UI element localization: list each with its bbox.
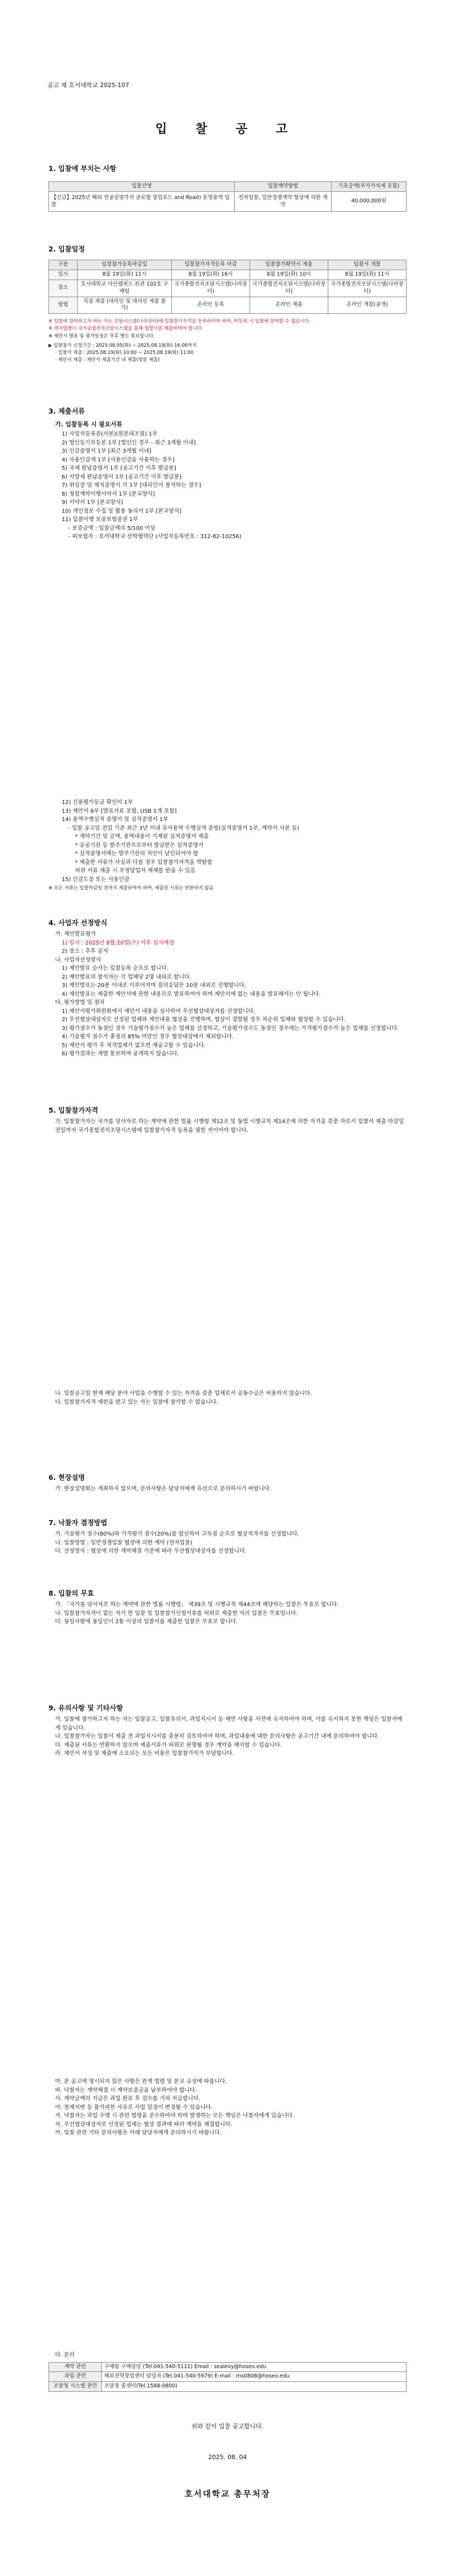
section-heading: 8. 입찰의 무효 [48,1589,94,1597]
list-item: 14) 용역수행실적 증명서 및 실적증명서 1부 [62,817,169,823]
list-item: 8) 청렴계약이행서약서 1부 [본교양식] [62,491,155,497]
list-item: 4) 사용인감계 1부 [사용인감을 사용하는 경우] [62,457,175,463]
table-header: 구분 [49,260,78,270]
section-qualification-continued [48,1389,407,1407]
table-cell: 8월 19일(화) 11시 [328,270,406,280]
sub-heading: 가. 제안발표평가 [55,931,96,938]
list-item: 7) 위임장 및 재직증명서 각 1부 [대리인이 참석하는 경우] [62,482,201,489]
list-item: 6) 평가결과는 개별 통보하며 공개하지 않습니다. [62,1051,179,1058]
list-item: 1) 제안서평가위원회에서 제안서 내용을 심사하여 우선협상대상자를 선정합니다. [62,1008,256,1015]
list-subitem: * 계약기간 및 금액, 용역내용이 기재된 실적증명서 제출 [75,834,209,840]
list-subitem: * 공공기관 등 발주기관으로부터 발급받은 실적증명서 [75,842,204,849]
section-invalid [48,1588,407,1627]
table-header: 입찰건명 [49,182,235,192]
list-item: 라. 제안서 작성 및 제출에 소요되는 모든 비용은 입찰참가자가 부담합니다. [55,1751,234,1757]
list-item: 가. 입찰참가자는 국가를 당사자로 하는 계약에 관한 법률 시행령 제12조 및 동법 시행규칙 제14조에 의한 자격을 갖춘 자로서 입찰서 제출 마감일 전일까지 국가종합전자조달시스템에 입찰참가자격 등록을 필한 자이어야 합니다. [55,1119,404,1134]
notice-date: 2025. 08. 04 [208,2454,247,2461]
table-cell: 구매팀 구매담당 (Tel.041-540-5111) Email : sealevy@hoseo.edu [102,2362,407,2372]
table-cell: 해외전략창업센터 담당자 (Tel.041-540-5979) E-mail : ms0808@hoseo.edu [102,2372,407,2382]
list-item: 4) 제안발표는 제출한 제안서에 관한 내용으로 발표하여야 하며 제안서에 없는 내용을 발표해서는 안 됩니다. [62,991,321,997]
section-heading: 1. 입찰에 부치는 사항 [48,164,117,173]
list-item: 카. 입찰 관련 기타 문의사항은 아래 담당자에게 문의하시기 바랍니다. [55,2130,222,2136]
section-award [48,1517,407,1556]
schedule-table [48,260,407,314]
section-heading: 4. 사업자 선정방식 [48,919,107,927]
table-header: 입찰참가확약서 제출 [250,260,328,270]
list-item: 13) 제안서 6부 [발표자료 포함, USB 1개 포함] [62,808,177,814]
list-item: 나. 입찰참가자격이 없는 자가 한 입찰 및 입찰참가신청서류를 허위로 제출한 자의 입찰은 무효입니다. [55,1610,298,1617]
list-item: 4) 기술평가 점수가 총점의 85% 미만인 경우 협상대상에서 제외합니다. [62,1034,234,1040]
sub-heading: 가. 입찰등록 시 필요서류 [55,421,122,428]
table-header: 기초금액(부가가치세 포함) [331,182,406,192]
list-item: 가. 기술평가 점수(80%)와 가격평가 점수(20%)를 합산하여 고득점 순으로 협상적격자를 선정합니다. [55,1531,299,1538]
table-header: 입찰서 개찰 [328,260,406,270]
list-item: 9) 서약서 1부 [본교양식] [62,500,123,506]
list-item: 바. 낙찰자는 계약체결 시 계약보증금을 납부하여야 합니다. [55,2087,197,2094]
section-heading: 2. 입찰일정 [48,245,85,253]
list-item: 2) 장소 : 추후 공지 [62,948,109,955]
list-item: 가. 현장설명회는 개최하지 않으며, 문의사항은 담당자에게 유선으로 문의하시기 바랍니다. [55,1486,272,1493]
table-cell: 【긴급】2025년 해외 전공설명가지 글로벌 창업로드 and Road) 운영용역 입찰 [49,192,235,212]
list-item: 11) 입찰이행 보증보험증권 1부 [62,517,138,523]
list-item: 다. 선정방식 : 협상에 의한 계약체결 기준에 따라 우선협상대상자를 선정합니다. [55,1548,247,1555]
notice-number: 공고 제 호서대학교 2025-107 [47,82,129,89]
table-cell: 국가종합전자조달시스템(나라장터) [328,280,406,297]
list-item: 5) 제안서 평가 후 적격업체가 없으면 재공고할 수 있습니다. [62,1042,206,1049]
list-item: 마. 본 공고에 명시되지 않은 사항은 관계 법령 및 본교 규정에 따릅니다. [55,2079,227,2085]
list-item: 가. 입찰에 참가하고자 하는 자는 입찰공고, 입찰유의서, 과업지시서 등 제반 사항을 사전에 숙지하여야 하며, 이를 숙지하지 못한 책임은 입찰자에게 있습니다. [55,1716,403,1731]
table-cell: 호서대학교 아산캠퍼스 본관 102호 구매팀 [77,280,171,297]
section-briefing [48,1472,407,1494]
table-cell: 장소 [49,280,78,297]
sub-heading: 다. 평가방법 및 절차 [55,1000,105,1006]
list-item: 자. 낙찰자는 과업 수행 시 관련 법령을 준수하여야 하며 발생하는 모든 책임은 낙찰자에게 있습니다. [55,2113,295,2119]
table-cell: 방법 [49,297,78,314]
section-qualification [48,1105,407,1135]
table-cell: 8월 19일(화) 10시 [250,270,328,280]
list-item: 1) 사업자등록증(사본)(원본대조필) 1부 [62,431,158,438]
table-cell: 과업 관련 [49,2372,102,2382]
list-item: 3) 제안발표는 20분 이내로 이루어지며 질의응답은 10분 내외로 진행합니다. [62,983,246,989]
schedule-period: ▶ 입찰참가 신청기간 : 2025.08.05(화) ~ 2025.08.19(화) 16:00까지 [48,342,197,348]
list-item: 10) 개인정보 수집 및 활용 동의서 1부 [본교양식] [62,508,182,514]
bid-item-table [48,181,407,212]
section-heading: 6. 현장설명 [48,1473,85,1482]
table-cell: 일시 [49,270,78,280]
table-cell: 온라인 등록 [172,297,250,314]
list-item: 6) 지방세 완납증명서 1부 [공고기간 이후 발급분] [62,474,182,480]
table-cell: 조달청 시스템 관련 [49,2382,102,2392]
table-cell: 40,000,000원 [331,192,406,212]
list-item: 3) 인감증명서 1부 [최근 3개월 이내] [62,448,151,455]
table-cell: 국가종합전자조달시스템(나라장터) [172,280,250,297]
list-item: 2) 제안발표의 참석자는 각 업체당 2명 내외로 합니다. [62,974,192,980]
schedule-line: · 입찰서 제출 : 2025.08.19(화) 10:00 ~ 2025.08.19(화) 11:00 [55,350,194,356]
page-title: 입 찰 공 고 [155,122,300,136]
table-cell: 온라인 제출 [250,297,328,314]
section-heading: 3. 제출서류 [48,407,85,415]
list-subitem: 허위 서류 제출 시 부정당업자 제재를 받을 수 있음 [75,868,196,874]
section-documents [48,406,407,541]
schedule-line: · 제안서 제출 : 제안서 제출기간 내 제출(방문 제출) [55,357,160,363]
section-notes [48,1703,407,1758]
list-item: 12) 신용평가등급 확인서 1부 [62,799,133,806]
list-item: 아. 천재지변 등 불가피한 사유로 사업 일정이 변경될 수 있습니다. [55,2104,213,2111]
list-item: 사. 계약금액의 지급은 과업 완료 후 검수를 거쳐 지급합니다. [55,2096,201,2102]
list-subitem: · 입찰 공고일 전일 기준 최근 3년 이내 유사용역 수행실적 증빙(실적증명서 1부, 계약서 사본 등) [68,825,300,831]
schedule-note: ※ 전자입찰시 국가종합전자조달시스템을 통해 입찰서를 제출하여야 합니다. [48,326,203,332]
table-cell: 직접 제출 (대리인 및 대리인 제출 불가) [77,297,171,314]
list-item: 1) 일시 : 2025년 8월 20일(수) 이후 실시예정 [62,940,175,946]
list-item: 1) 제안발표 순서는 입찰등록 순으로 합니다. [62,965,169,972]
list-item: 다. 입찰참가자격 제한을 받고 있는 자는 입찰에 참가할 수 없습니다. [55,1399,218,1405]
section-heading: 7. 낙찰자 결정방법 [48,1518,107,1527]
list-item: 다. 제출된 서류는 반환하지 않으며 제출서류가 허위로 판명될 경우 계약을 해지할 수 있습니다. [55,1742,282,1748]
list-item: 차. 우선협상대상자로 선정된 업체는 협상 결과에 따라 계약을 체결합니다. [55,2121,232,2128]
section-documents-continued [48,798,407,892]
section-bid-item [48,163,407,212]
section-selection [48,917,407,1059]
list-subitem: - 보증금액 : 입찰금액의 5/100 이상 [68,525,155,532]
table-cell: 온라인 개찰(공개) [328,297,406,314]
signature: 호서대학교 총무처장 [185,2489,270,2499]
section-heading: 9. 유의사항 및 기타사항 [48,1704,123,1712]
contact-table [48,2362,407,2392]
list-item: 나. 입찰공고일 현재 해당 분야 사업을 수행할 수 있는 자격을 갖춘 업체로서 공동수급은 허용하지 않습니다. [55,1391,312,1397]
table-cell: 계약 관련 [49,2362,102,2372]
section-contact [48,2351,407,2392]
list-subitem: * 제출한 서류가 사실과 다를 경우 입찰참가자격을 박탈함 [75,859,213,866]
table-cell: 국가종합전자조달시스템(나라장터) [250,280,328,297]
section-notes-continued [48,2078,407,2138]
table-cell: 8월 19일(화) 16시 [172,270,250,280]
table-header: 입찰계약방법 [235,182,331,192]
section-heading: 5. 입찰참가자격 [48,1106,99,1114]
list-item: 다. 동일사항에 동일인이 2통 이상의 입찰서를 제출한 입찰은 무효로 합니다. [55,1619,238,1625]
table-cell: 조달청 콜센터(Tel.1588-0800) [102,2382,407,2392]
sub-heading: 타. 문의 [55,2352,75,2358]
list-item: 5) 국세 완납증명서 1부 [공고기간 이후 발급분] [62,465,176,472]
documents-note: ※ 모든 서류는 입찰마감일 전까지 제출하여야 하며, 제출된 서류는 반환하지 않음 [48,886,214,891]
list-item: 3) 평가점수가 동점인 경우 기술평가점수가 높은 업체를 선정하고, 기술평가점수도 동점인 경우에는 가격평가점수가 높은 업체를 선정합니다. [62,1025,399,1032]
section-schedule [48,244,407,364]
list-item: 나. 입찰방법 : 일반경쟁입찰 협상에 의한 계약 (전자입찰) [55,1539,193,1546]
list-item: 가. 「국가를 당사자로 하는 계약에 관한 법률 시행령」 제39조 및 시행규칙 제44조에 해당하는 입찰은 무효로 합니다. [55,1602,339,1608]
list-item: 2) 법인등기부등본 1부 [법인인 경우 - 최근 3개월 이내] [62,439,196,446]
table-header: 입찰참가등록마감일 [77,260,171,270]
list-subitem: - 피보험자 : 호서대학교 산학협력단 (사업자등록번호 : 312-82-10256) [68,534,242,540]
list-item: 2) 우선협상대상자로 선정된 업체와 제안내용 협상을 진행하며, 협상이 결렬될 경우 차순위 업체와 협상할 수 있습니다. [62,1017,346,1023]
list-subitem: * 실적증명서에는 발주기관의 직인이 날인되어야 함 [75,851,198,857]
sub-heading: 나. 사업자선정방식 [55,957,101,963]
table-cell: 8월 19일(화) 11시 [77,270,171,280]
schedule-note: ※ 입찰에 참여하고자 하는 자는 조달시스템(나라장터)에 입찰참가자격을 등록하여야 하며, 미등록 시 입찰에 참여할 수 없습니다. [48,319,311,325]
list-item: 15) 인감도장 또는 사용인감 [62,876,129,883]
table-cell: 전자입찰, 일반경쟁계약 협상에 의한 계약 [235,192,331,212]
closing-line: 위와 같이 입찰 공고합니다. [191,2423,264,2430]
schedule-note: ※ 제안서 발표 및 평가일정은 추후 별도 통보합니다. [48,333,155,339]
table-header: 입찰참가자격등록 마감 [172,260,250,270]
list-item: 나. 입찰참가자는 입찰서 제출 전 과업지시서를 충분히 검토하여야 하며, 과업내용에 대한 문의사항은 공고기간 내에 문의하여야 합니다. [55,1734,380,1740]
